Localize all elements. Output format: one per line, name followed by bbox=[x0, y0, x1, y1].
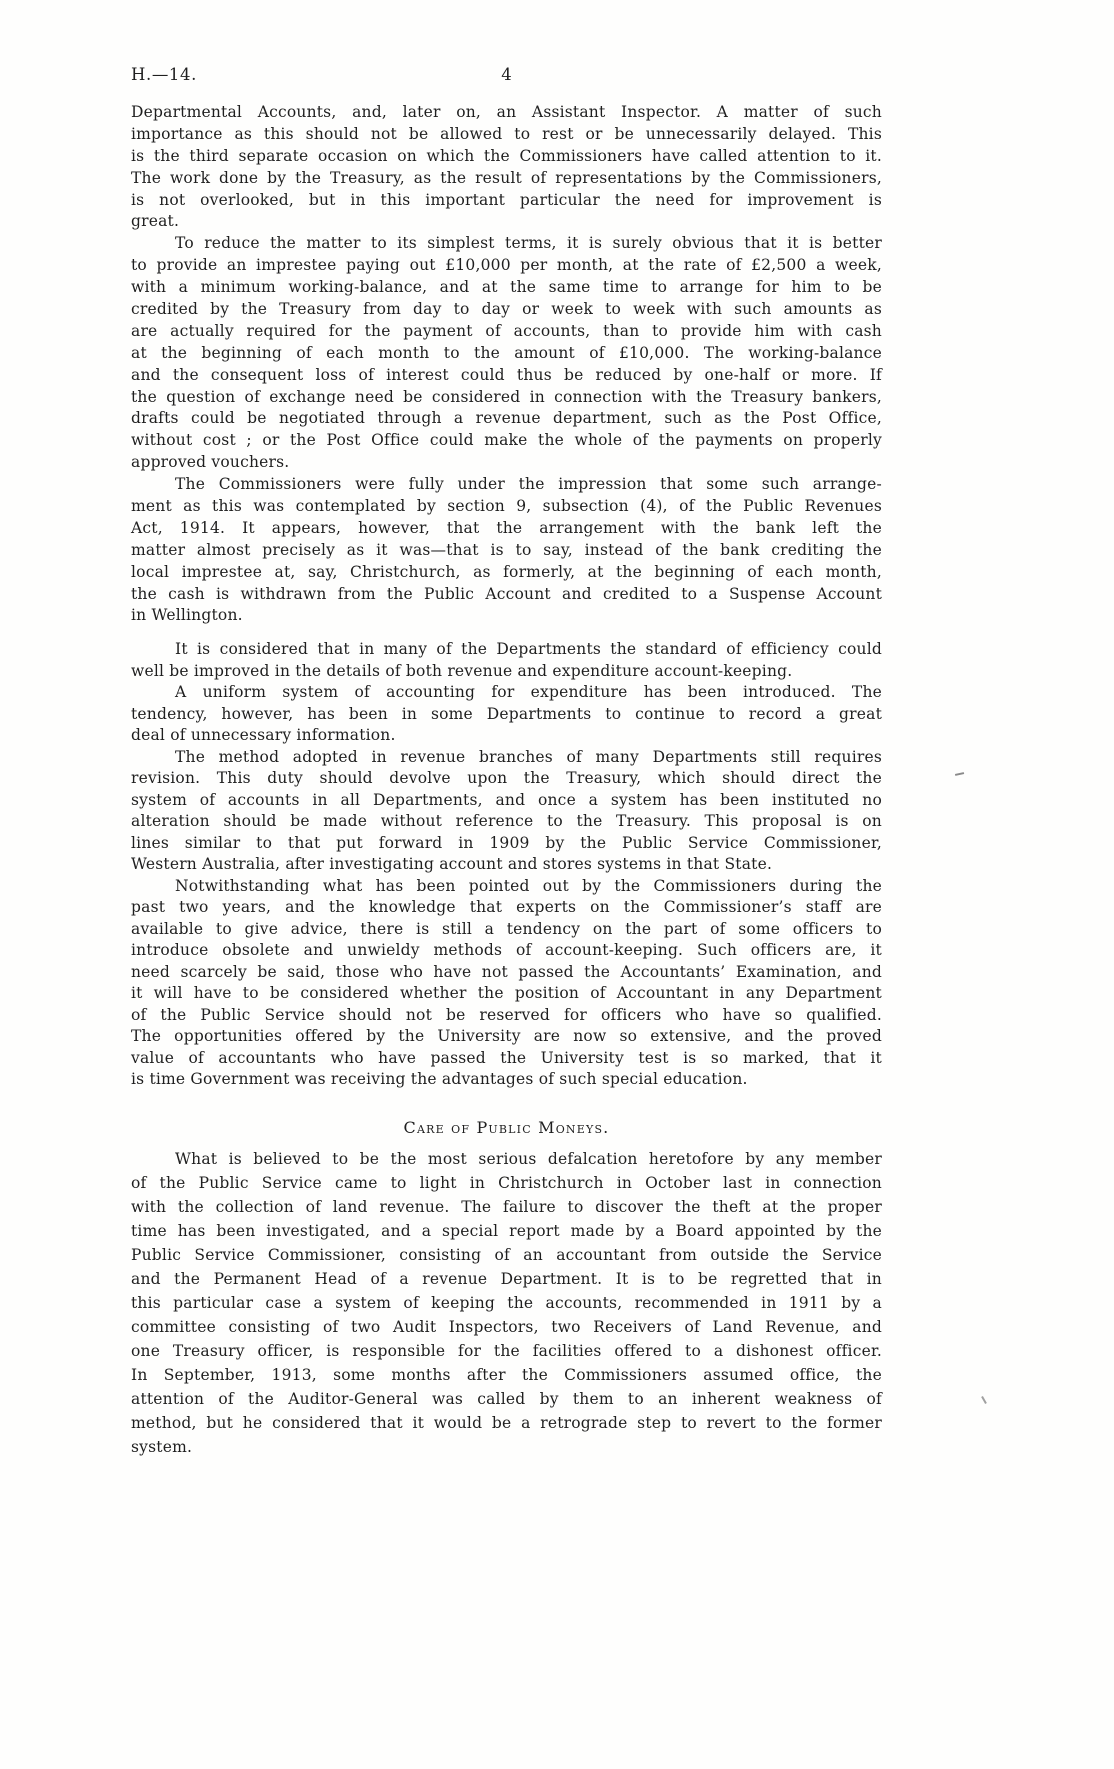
text-line: in Wellington. bbox=[131, 606, 243, 625]
text-line: are actually required for the payment of accounts, than to provide him with cash bbox=[131, 321, 882, 340]
text-line: and the consequent loss of interest could thus be reduced by one-half or more. If bbox=[131, 365, 882, 384]
text-line: is time Government was receiving the advantages of such special education. bbox=[131, 1070, 748, 1088]
text-line: well be improved in the details of both revenue and expenditure account-keeping. bbox=[131, 661, 793, 680]
text-line: at the beginning of each month to the amount of £10,000. The working-balance bbox=[131, 343, 882, 362]
text-line: one Treasury officer, is responsible for the facilities offered to a dishonest officer. bbox=[131, 1342, 882, 1360]
scan-mark bbox=[955, 772, 964, 775]
text-line: tendency, however, has been in some Departments to continue to record a great bbox=[131, 704, 882, 723]
scan-mark bbox=[981, 1396, 987, 1404]
text-line: available to give advice, there is still a tendency on the part of some officers to bbox=[131, 919, 882, 938]
text-line: Western Australia, after investigating account and stores systems in that State. bbox=[131, 855, 773, 873]
paragraph bbox=[131, 474, 882, 627]
text-line: drafts could be negotiated through a revenue department, such as the Post Office, bbox=[131, 409, 882, 428]
page-number: 4 bbox=[501, 65, 512, 84]
text-line: introduce obsolete and unwieldy methods of account-keeping. Such officers are, it bbox=[131, 941, 882, 959]
text-line: Act, 1914. It appears, however, that the arrangement with the bank left the bbox=[131, 518, 882, 537]
text-line: with the collection of land revenue. The failure to discover the theft at the proper bbox=[131, 1198, 882, 1216]
paragraph bbox=[131, 102, 882, 233]
text-line: Departmental Accounts, and, later on, an Assistant Inspector. A matter of such bbox=[131, 103, 882, 121]
text-line: revision. This duty should devolve upon the Treasury, which should direct the bbox=[131, 769, 882, 787]
text-line: committee consisting of two Audit Inspectors, two Receivers of Land Revenue, and bbox=[131, 1318, 882, 1336]
text-line: without cost ; or the Post Office could make the whole of the payments on properly bbox=[131, 431, 882, 450]
text-line: is not overlooked, but in this important particular the need for improvement is bbox=[131, 190, 882, 209]
text-line: is the third separate occasion on which the Commissioners have called attention to it. bbox=[131, 146, 882, 165]
text-line: deal of unnecessary information. bbox=[131, 726, 396, 744]
text-line: importance as this should not be allowed to rest or be unnecessarily delayed. This bbox=[131, 124, 882, 143]
text-line: matter almost precisely as it was—that is to say, instead of the bank crediting the bbox=[131, 540, 882, 559]
text-line: method, but he considered that it would be a retrograde step to revert to the former bbox=[131, 1414, 882, 1432]
text-line: of the Public Service came to light in Christchurch in October last in connection bbox=[131, 1174, 882, 1192]
text-line: local imprestee at, say, Christchurch, as formerly, at the beginning of each month, bbox=[131, 562, 882, 581]
text-block bbox=[131, 1147, 882, 1459]
text-block bbox=[131, 102, 882, 627]
text-line: approved vouchers. bbox=[131, 453, 290, 472]
text-line: The opportunities offered by the University are now so extensive, and the proved bbox=[131, 1027, 882, 1045]
paragraph bbox=[131, 682, 882, 747]
document-reference: H.—14. bbox=[131, 65, 197, 84]
text-line: To reduce the matter to its simplest terms, it is surely obvious that it is better bbox=[175, 234, 882, 253]
text-line: value of accountants who have passed the University test is so marked, that it bbox=[131, 1048, 882, 1067]
text-line: to provide an imprestee paying out £10,000 per month, at the rate of £2,500 a week, bbox=[131, 256, 882, 275]
text-line: time has been investigated, and a special report made by a Board appointed by the bbox=[131, 1222, 882, 1240]
text-line: alteration should be made without reference to the Treasury. This proposal is on bbox=[131, 812, 882, 830]
paragraph bbox=[131, 747, 882, 876]
text-line: attention of the Auditor-General was called by them to an inherent weakness of bbox=[131, 1390, 882, 1408]
text-line: this particular case a system of keeping the accounts, recommended in 1911 by a bbox=[131, 1294, 882, 1312]
text-line: ment as this was contemplated by section 9, subsection (4), of the Public Revenues bbox=[131, 497, 882, 516]
text-line: The Commissioners were fully under the impression that some such arrange- bbox=[175, 475, 882, 494]
text-line: with a minimum working-balance, and at the same time to arrange for him to be bbox=[131, 278, 882, 297]
text-line: The method adopted in revenue branches of many Departments still requires bbox=[175, 747, 882, 766]
paragraph bbox=[131, 233, 882, 474]
text-line: great. bbox=[131, 212, 180, 231]
text-line: system. bbox=[131, 1438, 193, 1456]
text-line: In September, 1913, some months after the Commissioners assumed office, the bbox=[131, 1366, 882, 1384]
paragraph bbox=[131, 876, 882, 1091]
text-line: and the Permanent Head of a revenue Department. It is to be regretted that in bbox=[131, 1270, 882, 1288]
text-line: credited by the Treasury from day to day or week to week with such amounts as bbox=[131, 300, 882, 319]
text-line: it will have to be considered whether the position of Accountant in any Department bbox=[131, 984, 882, 1002]
text-line: Public Service Commissioner, consisting of an accountant from outside the Service bbox=[131, 1246, 882, 1264]
text-line: The work done by the Treasury, as the result of representations by the Commissioners, bbox=[131, 168, 882, 187]
text-line: It is considered that in many of the Departments the standard of efficiency could bbox=[175, 640, 882, 658]
text-line: A uniform system of accounting for expenditure has been introduced. The bbox=[175, 683, 882, 701]
text-line: past two years, and the knowledge that experts on the Commissioner’s staff are bbox=[131, 898, 882, 916]
text-line: need scarcely be said, those who have not passed the Accountants’ Examination, and bbox=[131, 962, 882, 981]
text-line: the question of exchange need be considered in connection with the Treasury bankers, bbox=[131, 387, 882, 406]
text-line: the cash is withdrawn from the Public Account and credited to a Suspense Account bbox=[131, 584, 882, 603]
text-line: Notwithstanding what has been pointed out by the Commissioners during the bbox=[175, 876, 882, 895]
paragraph bbox=[131, 639, 882, 682]
text-line: system of accounts in all Departments, and once a system has been instituted no bbox=[131, 790, 882, 809]
text-line: of the Public Service should not be reserved for officers who have so qualified. bbox=[131, 1005, 882, 1024]
text-block bbox=[131, 639, 882, 1091]
paragraph bbox=[131, 1147, 882, 1459]
text-line: What is believed to be the most serious defalcation heretofore by any member bbox=[175, 1150, 882, 1168]
text-line: lines similar to that put forward in 1909 by the Public Service Commissioner, bbox=[131, 833, 882, 852]
section-heading: Care of Public Moneys. bbox=[403, 1118, 610, 1137]
